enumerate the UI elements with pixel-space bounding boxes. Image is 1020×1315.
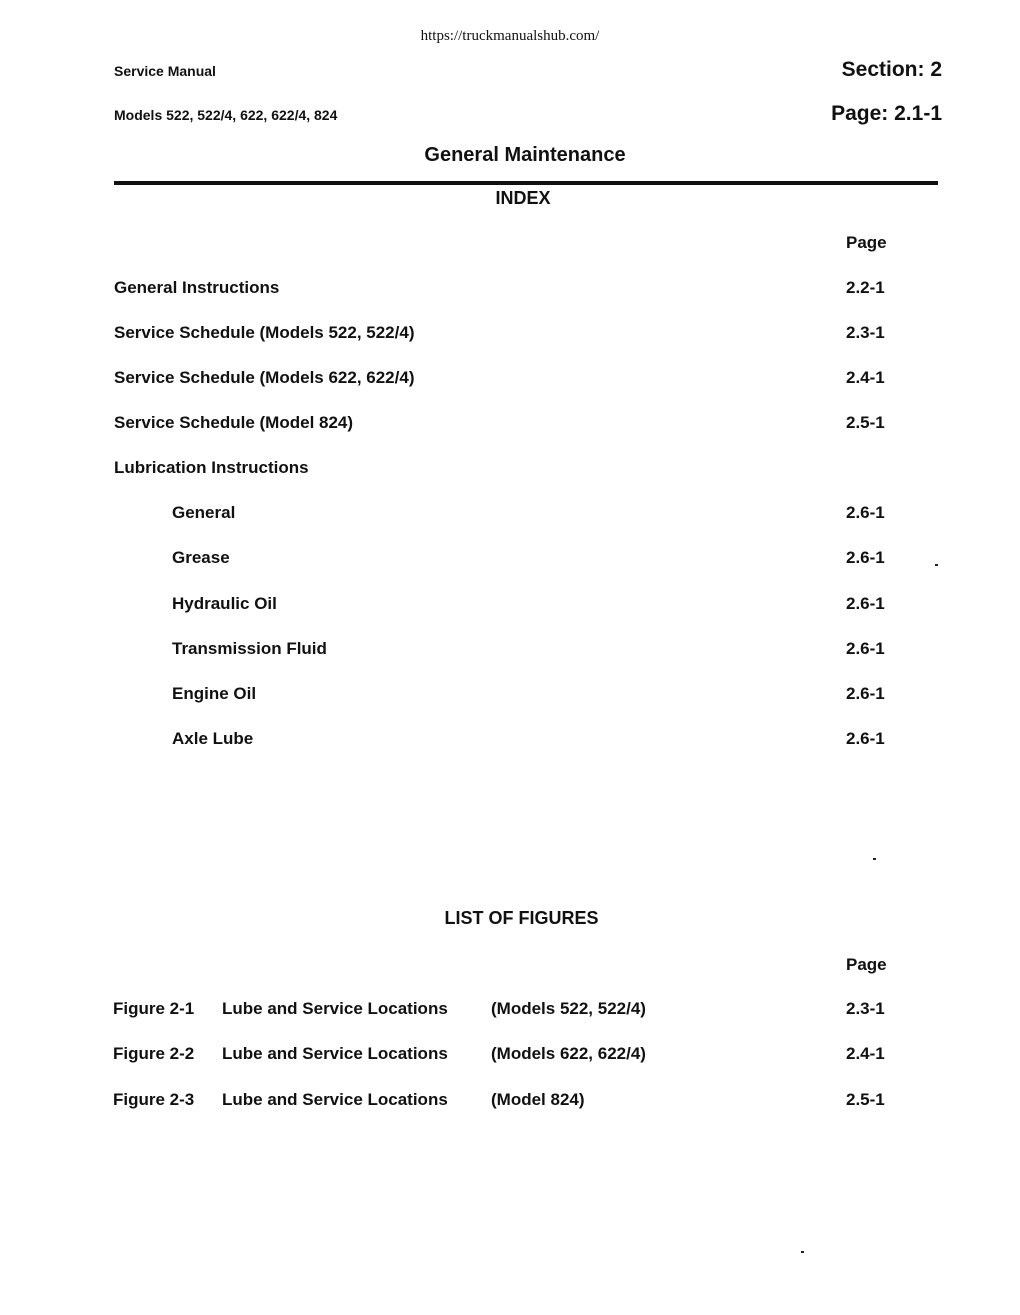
- figure-page: 2.3-1: [846, 999, 885, 1018]
- figure-page: 2.5-1: [846, 1090, 885, 1109]
- figure-models: (Model 824): [491, 1090, 585, 1109]
- index-subentry-label: Hydraulic Oil: [172, 594, 277, 613]
- index-entry-page: 2.5-1: [846, 413, 885, 432]
- index-page-column-header: Page: [846, 233, 887, 252]
- page-title: General Maintenance: [424, 144, 626, 166]
- index-subentry-label: Grease: [172, 548, 230, 567]
- figure-models: (Models 522, 522/4): [491, 999, 646, 1018]
- models-label: Models 522, 522/4, 622, 622/4, 824: [114, 107, 338, 123]
- figure-number: Figure 2-2: [113, 1044, 195, 1063]
- figure-description: Lube and Service Locations: [222, 1090, 448, 1109]
- index-entry-page: 2.6-1: [846, 729, 885, 748]
- page-number-label: Page: 2.1-1: [831, 102, 942, 125]
- index-entry-label: Service Schedule (Model 824): [114, 413, 354, 432]
- figure-description: Lube and Service Locations: [222, 999, 448, 1018]
- title-rule: [114, 181, 938, 185]
- source-url: https://truckmanualshub.com/: [420, 28, 600, 44]
- figures-heading: LIST OF FIGURES: [444, 908, 599, 928]
- index-entry-page: 2.6-1: [846, 548, 885, 567]
- figure-description: Lube and Service Locations: [222, 1044, 448, 1063]
- index-entry-label: Service Schedule (Models 522, 522/4): [114, 323, 415, 342]
- index-entry-page: 2.2-1: [846, 278, 885, 297]
- section-label: Section: 2: [841, 58, 942, 81]
- index-entry-page: 2.6-1: [846, 594, 885, 613]
- figure-number: Figure 2-3: [113, 1090, 195, 1109]
- figure-page: 2.4-1: [846, 1044, 885, 1063]
- index-subentry-label: Engine Oil: [172, 684, 257, 703]
- index-entry-page: 2.3-1: [846, 323, 885, 342]
- index-subentry-label: General: [172, 503, 236, 522]
- index-entry-page: 2.6-1: [846, 684, 885, 703]
- index-subentry-label: Transmission Fluid: [172, 639, 327, 658]
- index-entry-page: 2.6-1: [846, 503, 885, 522]
- index-entry-page: 2.4-1: [846, 368, 885, 387]
- index-subentry-label: Axle Lube: [172, 729, 254, 748]
- scan-speck: [935, 564, 938, 566]
- index-heading: INDEX: [495, 188, 551, 208]
- scan-speck: [873, 858, 876, 860]
- index-entry-label: Lubrication Instructions: [114, 458, 309, 477]
- figures-page-column-header: Page: [846, 955, 887, 974]
- scan-speck: [801, 1251, 804, 1253]
- index-entry-label: Service Schedule (Models 622, 622/4): [114, 368, 415, 387]
- figure-number: Figure 2-1: [113, 999, 195, 1018]
- figure-models: (Models 622, 622/4): [491, 1044, 646, 1063]
- index-entry-page: 2.6-1: [846, 639, 885, 658]
- index-entry-label: General Instructions: [114, 278, 280, 297]
- manual-label: Service Manual: [114, 63, 216, 79]
